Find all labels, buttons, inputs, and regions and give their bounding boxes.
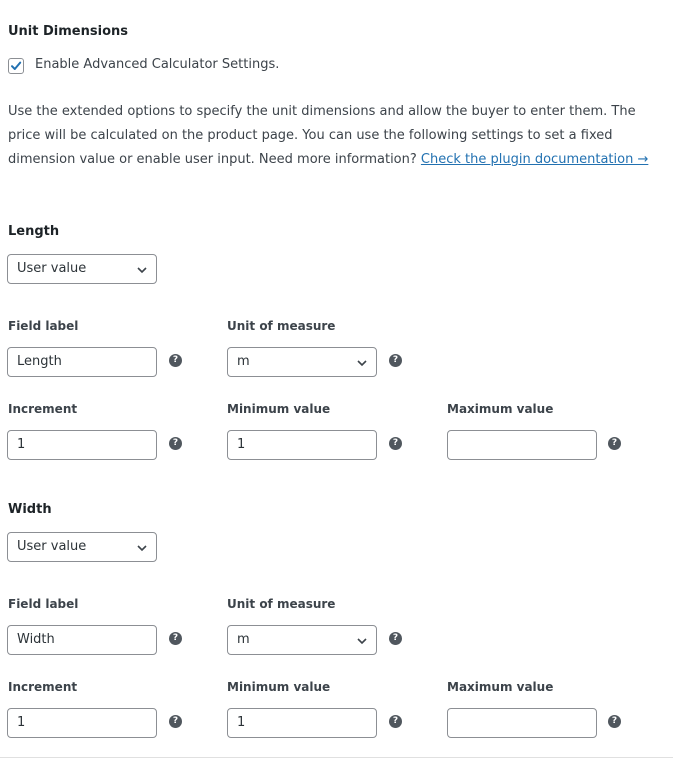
width-min-value: 1 (237, 715, 246, 730)
length-title: Length (8, 224, 60, 239)
bottom-divider (0, 757, 673, 758)
help-icon[interactable]: ? (389, 715, 402, 728)
section-description (8, 100, 658, 172)
help-icon[interactable]: ? (169, 715, 182, 728)
chevron-down-icon (356, 635, 368, 647)
width-unit-value: m (237, 632, 250, 647)
width-increment-input[interactable] (7, 708, 157, 738)
chevron-down-icon (136, 542, 148, 554)
enable-advanced-checkbox[interactable] (8, 58, 24, 74)
length-increment-value: 1 (17, 437, 26, 452)
length-max-input[interactable] (447, 430, 597, 460)
length-field-label-caption: Field label (8, 319, 79, 333)
width-max-input[interactable] (447, 708, 597, 738)
length-field-label-input[interactable] (7, 347, 157, 377)
description-text: Use the extended options to specify the unit dimensions and allow the buyer to enter them. The price will be calculated on the product page. You can use the following settings to set a fixed dimension value or enable user input. Need more information? (8, 104, 636, 167)
length-max-caption: Maximum value (447, 402, 554, 416)
length-min-value: 1 (237, 437, 246, 452)
help-icon[interactable]: ? (169, 437, 182, 450)
length-field-label-value: Length (17, 354, 62, 369)
checkmark-icon (9, 59, 23, 73)
length-unit-caption: Unit of measure (227, 319, 336, 333)
width-title: Width (8, 502, 52, 517)
width-mode-value: User value (17, 539, 87, 554)
chevron-down-icon (136, 264, 148, 276)
help-icon[interactable]: ? (608, 437, 621, 450)
width-unit-select[interactable] (227, 625, 377, 655)
help-icon[interactable]: ? (389, 632, 402, 645)
width-max-caption: Maximum value (447, 680, 554, 694)
width-mode-select[interactable] (7, 532, 157, 562)
length-unit-value: m (237, 354, 250, 369)
width-field-label-input[interactable] (7, 625, 157, 655)
section-title: Unit Dimensions (8, 24, 128, 39)
length-min-caption: Minimum value (227, 402, 331, 416)
width-field-label-caption: Field label (8, 597, 79, 611)
length-min-input[interactable] (227, 430, 377, 460)
length-mode-select[interactable] (7, 254, 157, 284)
help-icon[interactable]: ? (169, 354, 182, 367)
length-unit-select[interactable] (227, 347, 377, 377)
width-min-input[interactable] (227, 708, 377, 738)
width-min-caption: Minimum value (227, 680, 331, 694)
enable-advanced-label: Enable Advanced Calculator Settings. (35, 57, 280, 72)
width-increment-caption: Increment (8, 680, 78, 694)
help-icon[interactable]: ? (389, 437, 402, 450)
plugin-documentation-link[interactable]: Check the plugin documentation → (420, 152, 649, 167)
width-unit-caption: Unit of measure (227, 597, 336, 611)
chevron-down-icon (356, 357, 368, 369)
length-increment-input[interactable] (7, 430, 157, 460)
help-icon[interactable]: ? (608, 715, 621, 728)
length-mode-value: User value (17, 261, 87, 276)
width-field-label-value: Width (17, 632, 55, 647)
length-increment-caption: Increment (8, 402, 78, 416)
width-increment-value: 1 (17, 715, 26, 730)
help-icon[interactable]: ? (169, 632, 182, 645)
help-icon[interactable]: ? (389, 354, 402, 367)
